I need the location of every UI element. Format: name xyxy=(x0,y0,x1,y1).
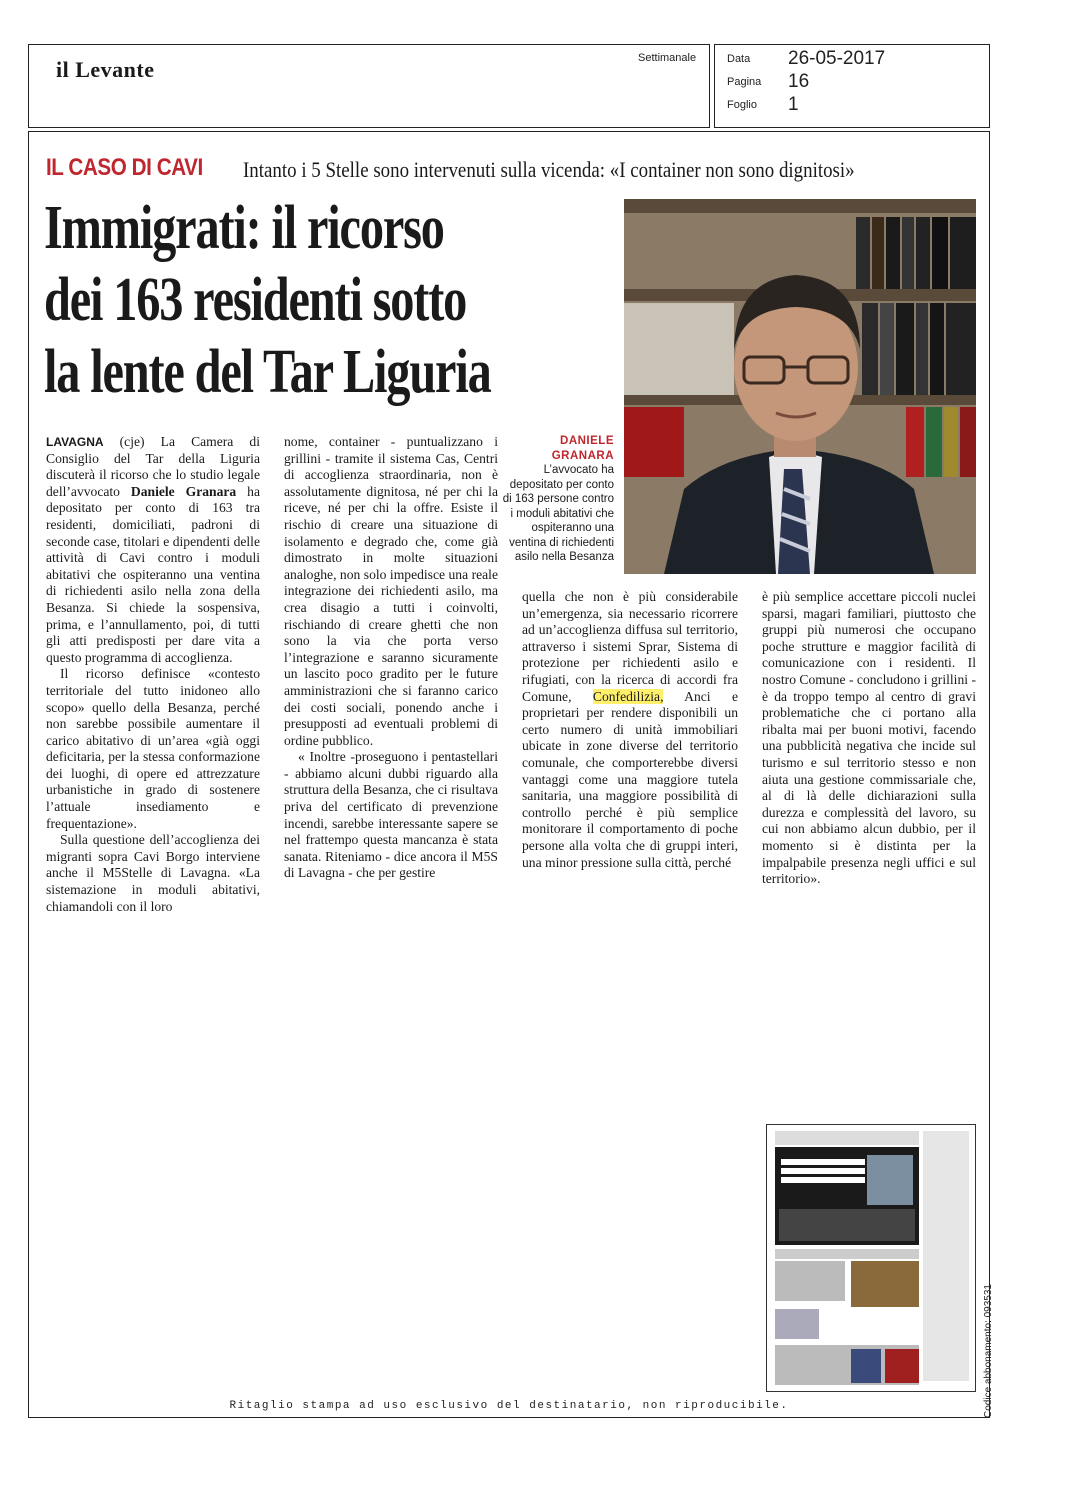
paragraph: LAVAGNA (cje) La Camera di Consiglio del Tar della Liguria discuterà il ricorso che lo studio legale dell’avvocato Daniele Granara ha depositato per conto di 163 tra residenti, domiciliati, padroni di seconde case, titolari e dipendenti delle attività di Cavi contro i moduli abitativi che ospiteranno una ventina di richiedenti asilo nella zona della Besanza. Si chiede la sospensiva, prima, e l’annullamento, poi, di tutti gli atti predisposti per dare vita a questo programma di accoglienza. xyxy=(46,434,260,665)
article-subhead: Intanto i 5 Stelle sono intervenuti sulla vicenda: «I container non sono dignitosi» xyxy=(243,157,855,182)
date-label: Data xyxy=(727,53,751,65)
headline-line-2: dei 163 residenti sotto xyxy=(44,266,467,334)
paragraph: Il ricorso definisce «contesto territoriale del tutto inidoneo allo scopo» quello della Besanza, perché non sarebbe possibile aumentare il carico abitativo di un’area «già oggi deficitaria, per la stessa conformazione dei luoghi, di opere ed attrezzature urbanistiche in grado di sostenere l’attuale insediamento e frequentazione». xyxy=(46,666,260,831)
newspaper-logo: il Levante xyxy=(56,57,155,82)
sheet-value: 1 xyxy=(788,94,799,115)
highlighted-term: Confedilizia, xyxy=(592,688,664,704)
dateline: LAVAGNA xyxy=(46,435,104,449)
paragraph: è più semplice accettare piccoli nuclei sparsi, magari familiari, piuttosto che gruppi più numerosi che occupano poche strutture e maggior facilità di comunicazione con i residenti. Il nostro Comune - concludono i grillini - è da troppo tempo al centro di gravi problematiche che ci portano alla ribalta mai per buoni motivi, facendo una pubblicità negativa che incide sul turismo e sul territorio stesso e non aiuta una gestione commissariale che, al di là delle dichiarazioni sulla durezza e complessità del lavoro, su cui non abbiamo alcun dubbio, per il momento si è distinta per la impalpabile presenza negli uffici e sul territorio». xyxy=(762,589,976,887)
paragraph: Sulla questione dell’accoglienza dei migranti sopra Cavi Borgo interviene anche il M5Stelle di Lavagna. «La sistemazione in moduli abitativi, chiamandoli con il loro xyxy=(46,832,260,914)
subscription-code: Codice abbonamento: 093531 xyxy=(983,1284,994,1418)
article-headline xyxy=(44,192,644,408)
caption-text: L’avvocato ha depositato per conto di 163 persone contro i moduli abitativi che ospiteranno una ventina di richiedenti asilo nella Besanza xyxy=(502,464,614,563)
lawyer-photo xyxy=(624,199,976,574)
kicker-tag: IL CASO DI CAVI xyxy=(46,154,203,181)
page-value: 16 xyxy=(788,71,810,92)
article-kicker xyxy=(46,154,855,182)
footer-notice: Ritaglio stampa ad uso esclusivo del destinatario, non riproducibile. xyxy=(229,1400,789,1412)
photo-caption xyxy=(502,434,614,565)
frequency-label: Settimanale xyxy=(638,52,697,64)
paragraph: quella che non è più considerabile un’emergenza, sia necessario ricorrere ad un’accoglienza diffusa sul territorio, attraverso i sistemi Sprar, Sistema di protezione per richiedenti asilo e rifugiati, con la ricerca di accordi fra Comune, Confedilizia, Anci e proprietari per rendere disponibili un certo numero di unità immobiliari ubicate in zone diverse del territorio comunale, che comporterebbe diversi vantaggi come una maggiore tutela sanitaria, una maggiore possibilità di controllo perché è più semplice monitorare il comportamento di poche persone alla volta che di gruppi interi, una minor pressione sulla città, perché xyxy=(522,589,738,870)
date-value: 26-05-2017 xyxy=(788,48,886,69)
article-column-3 xyxy=(522,589,738,871)
article-column-4 xyxy=(762,589,976,888)
paragraph: « Inoltre -proseguono i pentastellari - abbiamo alcuni dubbi riguardo alla struttura della Besanza, che ci risultava priva del certificato di prevenzione incendi, sarebbe interessante sapere se nel frattempo questa mancanza è stata sanata. Riteniamo - dice ancora il M5S di Lavagna - che per gestire xyxy=(284,749,498,881)
page-label: Pagina xyxy=(727,76,762,88)
sheet-label: Foglio xyxy=(727,99,757,111)
article-column-1 xyxy=(46,434,260,915)
caption-name: DANIELE GRANARA xyxy=(551,435,614,462)
page-thumbnail xyxy=(766,1124,976,1392)
paragraph: nome, container - puntualizzano i grillini - tramite il sistema Cas, Centri di accoglienza straordinaria, non è assolutamente dignitosa, né per chi la riceve, né per chi la offre. Esiste il rischio di creare una situazione di isolamento e degrado che, come già dimostrato in molte situazioni analoghe, non solo impedisce una reale integrazione dei richiedenti asilo, ma crea disagio a tutti i coinvolti, rischiando di creare ghetti che non sono la via che porta verso l’integrazione e saranno sicuramente un lascito poco gradito per le future amministrazioni che si faranno carico dei costi sociali, ponendo anche i presupposti ad eventuali problemi di ordine pubblico. xyxy=(284,434,498,748)
article-column-2 xyxy=(284,434,498,882)
headline-line-3: la lente del Tar Liguria xyxy=(44,338,491,406)
headline-line-1: Immigrati: il ricorso xyxy=(44,194,444,262)
lawyer-name: Daniele Granara xyxy=(130,483,237,499)
